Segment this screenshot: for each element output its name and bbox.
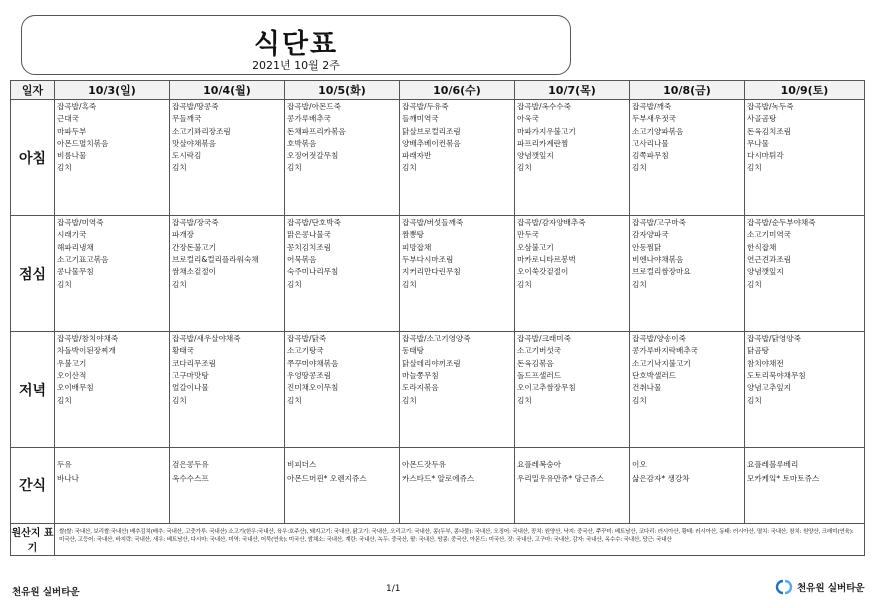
menu-cell [285,332,400,448]
menu-item: 시래기국 [57,230,87,240]
menu-item: 아욱국 [517,114,540,124]
menu-cell [400,332,515,448]
menu-item: 김치 [747,395,762,405]
menu-item: 소고기미역국 [747,230,792,240]
menu-item: 바나나 [57,474,80,484]
menu-item: 소고기양파볶음 [632,126,684,136]
menu-cell [745,100,865,216]
menu-item: 파개장 [172,230,195,240]
menu-item: 안동찜닭 [632,242,662,252]
menu-item: 오이산적 [57,370,87,380]
menu-item: 두유 [57,460,72,470]
menu-item: 양배추베이컨볶음 [402,138,461,148]
menu-item: 사골곰탕 [747,114,777,124]
menu-item: 단호박샐러드 [632,370,677,380]
menu-item: 삶은감자* 생강차 [632,474,690,484]
menu-cell [170,332,285,448]
menu-item: 옥수수스프 [172,474,209,484]
menu-item: 김치 [517,395,532,405]
menu-item: 김치 [632,163,647,173]
menu-item: 소고기탕국 [287,346,324,356]
menu-item: 잡곡밥/고구마죽 [632,218,686,228]
menu-item: 잡곡밥/양송이죽 [632,334,686,344]
menu-item: 요플레복숭아 [517,460,562,470]
menu-item: 돈육김치조림 [747,126,792,136]
menu-item: 김치 [402,279,417,289]
menu-cell [630,448,745,524]
menu-item: 우불고기 [57,358,87,368]
page-subtitle: 2021년 10월 2주 [252,59,340,72]
menu-item: 오이고추쌈장무침 [517,383,576,393]
menu-item: 고구마맛탕 [172,370,209,380]
menu-item: 잡곡밥/녹두죽 [747,102,794,111]
menu-item: 쭈꾸미야채볶음 [287,358,339,368]
menu-cell [515,332,630,448]
day-header: 10/4(월) [170,81,285,100]
menu-cell [515,100,630,216]
menu-item: 오이배무침 [57,383,94,393]
menu-item: 돈채파프리카볶음 [287,126,346,136]
origin-row [11,523,865,555]
menu-item: 잡곡밥/순두부야채죽 [747,218,816,228]
menu-item: 도토리묵야채무침 [747,370,806,380]
menu-item: 비피더스 [287,460,317,470]
menu-item: 김치 [287,279,302,289]
menu-item: 참치야채전 [747,358,784,368]
menu-item: 오이쑥갓겉절이 [517,267,569,277]
menu-item: 소고기표고볶음 [57,254,109,264]
menu-item: 잡곡밥/참치야채죽 [57,334,119,344]
menu-item: 꽁치김치조림 [287,242,332,252]
menu-item: 연근견과조림 [747,254,792,264]
menu-item: 카스타드* 알로에쥬스 [402,474,475,484]
meal-label: 점심 [11,216,55,332]
menu-cell [285,216,400,332]
menu-item: 김치 [747,279,762,289]
menu-item: 소고기버섯국 [517,346,562,356]
menu-item: 파프리카계란찜 [517,138,569,148]
menu-item: 돈육김볶음 [517,358,554,368]
menu-item: 잡곡밥/크래미죽 [517,334,571,344]
menu-item: 마늘쫑무침 [402,370,439,380]
menu-item: 호박볶음 [287,138,317,148]
menu-item: 두부새우젓국 [632,114,677,124]
menu-item: 무나물 [747,138,770,148]
menu-item: 만두국 [517,230,540,240]
menu-item: 김치 [57,279,72,289]
menu-item: 파래자반 [402,151,432,161]
menu-item: 닭살데리야끼조림 [402,358,461,368]
menu-item: 요플레블루베리 [747,460,799,470]
menu-item: 소고기꽈리장조림 [172,126,231,136]
menu-item: 잡곡밥/소고기영양죽 [402,334,471,344]
menu-item: 잡곡밥/감자양배추죽 [517,218,586,228]
menu-item: 무들깨국 [172,114,202,124]
footer-org-name: 천유원 실버타운 [12,587,80,598]
menu-item: 우엉땅콩조림 [287,370,332,380]
menu-item: 김치 [287,163,302,173]
day-header: 10/8(금) [630,81,745,100]
menu-item: 해파리냉채 [57,242,94,252]
menu-item: 이오 [632,460,647,470]
page-number: 1/1 [386,584,401,594]
menu-cell [55,100,170,216]
menu-item: 도라지볶음 [402,383,439,393]
menu-cell [630,332,745,448]
menu-item: 콩나물무침 [57,267,94,277]
meal-label: 간식 [11,448,55,524]
menu-item: 차돌박이된장찌개 [57,346,116,356]
menu-item: 잡곡밥/옥수수죽 [517,102,571,111]
menu-item: 소고기낙지불고기 [632,358,691,368]
menu-item: 도시락김 [172,151,202,161]
menu-cell [400,100,515,216]
menu-item: 닭살브로컬리조림 [402,126,461,136]
menu-item: 잡곡밥/두유죽 [402,102,449,111]
menu-cell [170,216,285,332]
origin-text: 쌀(쌀: 국내산, 보리쌀:국내산) 배추김치(배추: 국내산, 고춧가루: 국내산) 소고기(한우:국내산, 육우:호주산), 돼지고기: 국내산, 닭고기: 국내산, 오리고기: 국내산, 콩(두부, 콩나물): 국내산, 오징어: 국내산, 꽁치: 원양산, 낙지: 중국산, 쭈꾸미: 베트남산, 코다리: 러시아산, 황태: 러시아산, 동태: 러시아산, 멸치: 국내산, 참치: 원양산, 크래미(연육): 미국산, 고등어: 국내산, 바지락: 국내산, 새우: 베트남산, 다시마: 국내산, 미역: 국내산, 어묵(연육): 미국산, 쌈채소: 국내산, 계란: 국내산, 녹두: 중국산, 팥: 국내산, 땅콩: 중국산, 아몬드: 미국산, 잣: 국내산, 고구마: 국내산, 감자: 국내산, 옥수수: 국내산, 당근: 국내산 [55,523,865,555]
menu-cell [400,216,515,332]
menu-item: 아몬드멸치볶음 [57,138,109,148]
title-box [21,15,571,75]
menu-item: 잡곡밥/땅콩죽 [172,102,219,111]
menu-cell [400,448,515,524]
menu-cell [515,448,630,524]
menu-cell [745,448,865,524]
menu-item: 얼갈이나물 [172,383,209,393]
menu-item: 김치 [57,395,72,405]
day-header: 10/6(수) [400,81,515,100]
menu-item: 김쪽파무침 [632,151,669,161]
menu-item: 우리밀우유만쥬* 당근쥬스 [517,474,604,484]
menu-item: 건취나물 [632,383,662,393]
logo-text: 천유원 실버타운 [797,583,865,594]
menu-item: 잡곡밥/깨죽 [632,102,672,111]
menu-cell [285,448,400,524]
menu-cell [515,216,630,332]
menu-cell [55,216,170,332]
menu-item: 황태국 [172,346,195,356]
menu-item: 김치 [402,395,417,405]
menu-item: 김치 [172,395,187,405]
menu-item: 진미채오이무침 [287,383,339,393]
menu-item: 김치 [402,163,417,173]
menu-item: 짬뽕탕 [402,230,425,240]
menu-item: 콩가루배추국 [287,114,332,124]
menu-item: 김치 [632,395,647,405]
menu-item: 감자양파국 [632,230,669,240]
meal-label: 아침 [11,100,55,216]
menu-item: 김치 [747,163,762,173]
menu-item: 잡곡밥/버섯들깨죽 [402,218,464,228]
menu-item: 마카로니타르봉벅 [517,254,576,264]
menu-item: 잡곡밥/미역죽 [57,218,104,228]
menu-cell [745,216,865,332]
menu-item: 닭곰탕 [747,346,770,356]
menu-item: 간장돈불고기 [172,242,217,252]
menu-item: 비엔나야채볶음 [632,254,684,264]
menu-item: 검은콩두유 [172,460,209,470]
menu-item: 잡곡밥/새우살야채죽 [172,334,241,344]
menu-cell [285,100,400,216]
menu-item: 돌드프샐러드 [517,370,562,380]
menu-item: 마파두부 [57,126,87,136]
origin-label: 원산지 표기 [11,523,55,555]
menu-cell [170,100,285,216]
meal-label: 저녁 [11,332,55,448]
corner-label: 일자 [11,81,55,100]
menu-table [10,80,865,556]
footer-logo [775,579,865,595]
menu-item: 맑은콩나물국 [287,230,332,240]
menu-cell [55,448,170,524]
day-header: 10/9(토) [745,81,865,100]
menu-item: 양념고추잎지 [747,383,792,393]
menu-cell [630,100,745,216]
menu-item: 김치 [172,163,187,173]
logo-icon [775,579,793,595]
menu-cell [55,332,170,448]
menu-item: 잡곡밥/단호박죽 [287,218,341,228]
menu-item: 동태탕 [402,346,425,356]
menu-item: 양념깻잎지 [517,151,554,161]
menu-item: 브로컬리&컬리플라워숙채 [172,254,259,264]
menu-item: 김치 [517,163,532,173]
menu-item: 잡곡밥/닭영양죽 [747,334,801,344]
day-header: 10/3(일) [55,81,170,100]
menu-item: 비름나물 [57,151,87,161]
menu-item: 김치 [287,395,302,405]
meal-row [11,448,865,524]
menu-cell [630,216,745,332]
meal-row [11,216,865,332]
day-header-row [11,81,865,100]
day-header: 10/7(목) [515,81,630,100]
page-title: 식단표 [253,29,339,60]
menu-item: 잡곡밥/흑죽 [57,102,97,111]
menu-item: 다시마튀각 [747,151,784,161]
menu-item: 모카케잌* 토마토쥬스 [747,474,820,484]
menu-item: 브로컬리쌈장마요 [632,267,691,277]
menu-item: 김치 [172,279,187,289]
menu-item: 두부다시마조림 [402,254,454,264]
menu-item: 근대국 [57,114,80,124]
menu-item: 김치 [517,279,532,289]
menu-item: 김치 [632,279,647,289]
menu-item: 아몬드머핀* 오렌지쥬스 [287,474,367,484]
menu-cell [745,332,865,448]
menu-item: 잡곡밥/닭죽 [287,334,327,344]
menu-item: 아몬드잣두유 [402,460,447,470]
menu-item: 피망잡채 [402,242,432,252]
menu-item: 마파가지우불고기 [517,126,576,136]
menu-item: 한식잡채 [747,242,777,252]
meal-row [11,100,865,216]
menu-cell [170,448,285,524]
menu-item: 어묵볶음 [287,254,317,264]
menu-item: 양념깻잎지 [747,267,784,277]
menu-item: 고사리나물 [632,138,669,148]
menu-item: 콩가루바지락배추국 [632,346,699,356]
menu-item: 오삼불고기 [517,242,554,252]
menu-item: 오징어젓갈무침 [287,151,339,161]
menu-item: 숙주미나리무침 [287,267,339,277]
menu-item: 코다리무조림 [172,358,217,368]
menu-item: 잡곡밥/장국죽 [172,218,219,228]
day-header: 10/5(화) [285,81,400,100]
menu-item: 잡곡밥/아몬드죽 [287,102,341,111]
menu-item: 지커리만다린무침 [402,267,461,277]
meal-row [11,332,865,448]
menu-item: 김치 [57,163,72,173]
menu-item: 맛살야채볶음 [172,138,217,148]
menu-item: 들깨미역국 [402,114,439,124]
menu-item: 쌈채소겉절이 [172,267,217,277]
